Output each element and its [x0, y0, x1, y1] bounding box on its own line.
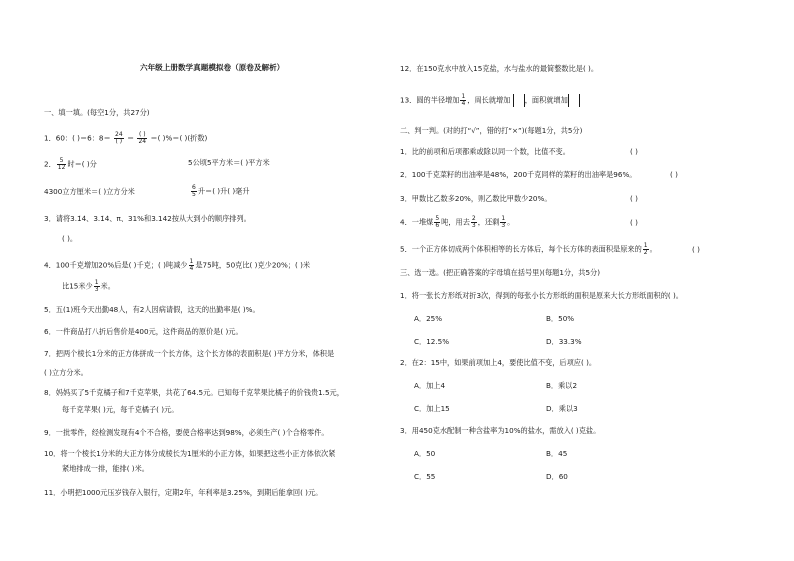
- question-8-line2: 每千克苹果( )元，每千克橘子( )元。: [62, 405, 179, 414]
- question-3-answer: ( )。: [62, 234, 78, 243]
- judge-item-4: 4．一堆煤 $\frac{5}{6}$ 吨，用去 $\frac{2}{3}$ ，还剩 $\frac{1}{3}$ 。: [400, 215, 515, 229]
- fraction: $\frac{1}{4}$: [461, 93, 466, 107]
- question-4-line2: 比15米少 $\frac{1}{3}$ 米。: [62, 279, 115, 293]
- answer-bracket-right: [579, 94, 580, 107]
- question-8: 8．妈妈买了5千克橘子和7千克苹果，共花了64.5元。已知每千克苹果比橘子的价钱贵1.5元，: [44, 388, 344, 397]
- judge-item-2: 2．100千克菜籽的出油率是48%，200千克同样的菜籽的出油率是96%。: [400, 170, 637, 179]
- judge-mark-1: ( ): [630, 147, 638, 156]
- fraction: $\frac{5}{12}$: [57, 157, 66, 171]
- section1-header: 一、填一填。(每空1分，共27分): [44, 108, 150, 117]
- fraction: $\frac{( )}{24}$: [138, 131, 147, 145]
- question-7-line2: ( )立方分米。: [44, 368, 88, 377]
- page-title: 六年级上册数学真题模拟卷（原卷及解析）: [140, 63, 285, 72]
- judge-item-1: 1．比的前项和后项都乘或除以同一个数，比值不变。: [400, 147, 570, 156]
- question-9: 9．一批零件，经检测发现有4个不合格，要使合格率达到98%，必须生产( )个合格零件。: [44, 428, 329, 437]
- choice-2-option-a: A．加上4: [414, 381, 446, 390]
- choice-3-option-d: D．60: [546, 472, 568, 481]
- judge-item-3: 3．甲数比乙数多20%，则乙数比甲数少20%。: [400, 194, 552, 203]
- fraction: $\frac{5}{6}$: [435, 215, 440, 229]
- question-12: 12．在150克水中放入15克盐，水与盐水的最简整数比是( )。: [400, 64, 599, 73]
- question-2-part-b: 5公顷5平方米＝( )平方米: [188, 158, 270, 167]
- fraction: $\frac{24}{( )}$: [115, 131, 123, 145]
- fraction: $\frac{1}{2}$: [643, 242, 648, 256]
- question-2-line2: 4300立方厘米＝( )立方分米: [44, 187, 135, 196]
- question-13: 13．圆的半径增加 $\frac{1}{4}$ ，周长就增加 ，面积就增加: [400, 94, 580, 107]
- judge-mark-5: ( ): [692, 245, 700, 254]
- choice-2-option-b: B．乘以2: [546, 381, 578, 390]
- fraction: $\frac{2}{3}$: [471, 215, 476, 229]
- choice-1-option-c: C．12.5%: [414, 337, 450, 346]
- choice-3-option-c: C．55: [414, 472, 436, 481]
- question-10: 10．将一个棱长1分米的大正方体分成棱长为1厘米的小正方体，如果把这些小正方体依次紧: [44, 449, 336, 458]
- choice-1-option-d: D．33.3%: [546, 337, 582, 346]
- judge-item-5: 5．一个正方体切成两个体积相等的长方体后，每个长方体的表面积是原来的 $\frac{1}{2}$ 。: [400, 242, 657, 256]
- question-6: 6．一件商品打八折后售价是400元，这件商品的原价是( )元。: [44, 327, 243, 336]
- choice-1-option-b: B．50%: [546, 314, 575, 323]
- choice-2-option-d: D．乘以3: [546, 404, 578, 413]
- answer-bracket-left: [513, 94, 514, 107]
- question-7: 7．把两个棱长1分米的正方体拼成一个长方体，这个长方体的表面积是( )平方分米，体积是: [44, 349, 335, 358]
- choice-1-option-a: A．25%: [414, 314, 443, 323]
- question-5: 5．五(1)班今天出勤48人，有2人因病请假，这天的出勤率是( )%。: [44, 305, 260, 314]
- fraction: $\frac{1}{4}$: [189, 258, 194, 272]
- question-2-line2-part-b: $\frac{6}{5}$ 升＝( )升( )毫升: [192, 184, 250, 198]
- fraction: $\frac{1}{3}$: [501, 215, 506, 229]
- question-4: 4．100千克增加20%后是( )千克；( )吨减少 $\frac{1}{4}$ 是75吨，50克比( )克少20%；( )米: [44, 258, 311, 272]
- choice-question-1: 1．将一张长方形纸对折3次，得到的每张小长方形纸的面积是原来大长方形纸面积的( )。: [400, 291, 683, 300]
- question-10-line2: 紧地排成一排，能排( )米。: [62, 464, 149, 473]
- fraction: $\frac{1}{3}$: [94, 279, 99, 293]
- choice-question-3: 3．用450克水配制一种含盐率为10%的盐水，需放入( )克盐。: [400, 426, 601, 435]
- question-3: 3．请将3.1̇4̇、3.1̇4̇、π、31%和3.142按从大到小的顺序排列。: [44, 214, 251, 223]
- judge-mark-4: ( ): [630, 218, 638, 227]
- choice-2-option-c: C．加上15: [414, 404, 450, 413]
- section3-header: 三、选一选。(把正确答案的字母填在括号里)(每题1分，共5分): [400, 268, 601, 277]
- choice-3-option-a: A．50: [414, 449, 436, 458]
- question-1: 1．60：( )＝6：8＝ $\frac{24}{( )}$ ＝ $\frac{( )}{24}$ ＝( )%＝( )(折数): [44, 131, 208, 145]
- judge-mark-2: ( ): [670, 170, 678, 179]
- section2-header: 二、判一判。(对的打“√”，错的打“×”)(每题1分，共5分): [400, 126, 583, 135]
- judge-mark-3: ( ): [630, 194, 638, 203]
- choice-question-2: 2．在2：15中，如果前项加上4，要使比值不变，后项应( )。: [400, 358, 597, 367]
- fraction: $\frac{6}{5}$: [192, 184, 196, 198]
- choice-3-option-b: B．45: [546, 449, 568, 458]
- answer-bracket-left: [568, 94, 569, 107]
- question-11: 11．小明把1000元压岁钱存入银行，定期2年，年利率是3.25%，到期后能拿回( )元。: [44, 488, 323, 497]
- question-2: 2． $\frac{5}{12}$ 时＝( )分: [44, 157, 97, 171]
